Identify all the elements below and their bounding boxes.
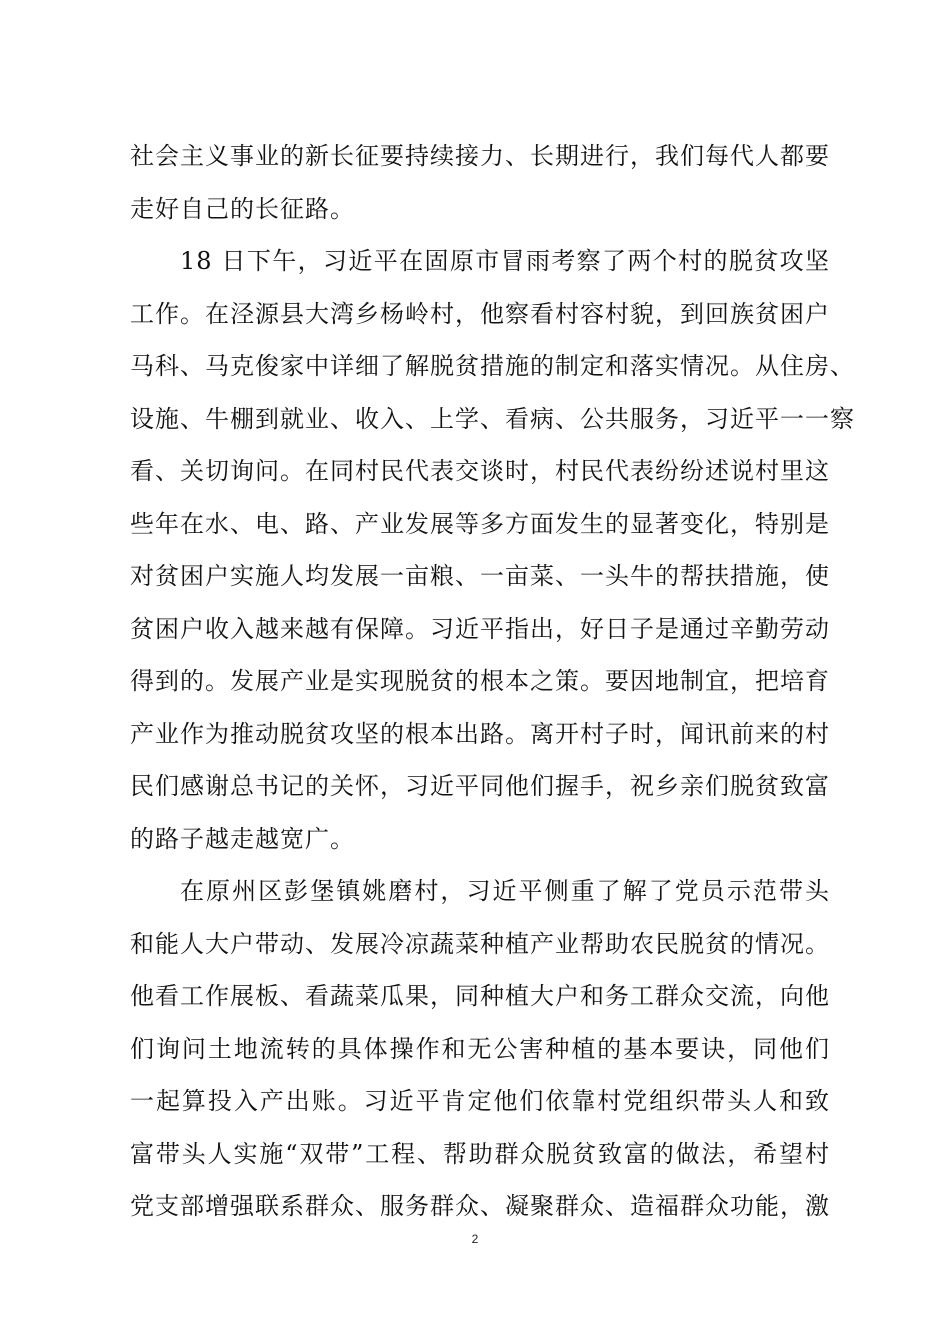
text-line: 贫困户收入越来越有保障。习近平指出，好日子是通过辛勤劳动 (130, 614, 830, 643)
text-line: 看、关切询问。在同村民代表交谈时，村民代表纷纷述说村里这 (130, 457, 830, 485)
text-line: 产业作为推动脱贫攻坚的根本出路。离开村子时，闻讯前来的村 (130, 719, 830, 748)
text-line: 和能人大户带动、发展冷凉蔬菜种植产业帮助农民脱贫的情况。 (130, 929, 830, 958)
text-line: 马科、马克俊家中详细了解脱贫措施的制定和落实情况。从住房、 (130, 352, 855, 380)
text-line: 们询问土地流转的具体操作和无公害种植的基本要诀，同他们 (130, 1034, 830, 1063)
page-number: 2 (471, 1232, 479, 1246)
text-line: 富带头人实施“双带”工程、帮助群众脱贫致富的做法，希望村 (130, 1139, 830, 1168)
text-line: 对贫困户实施人均发展一亩粮、一亩菜、一头牛的帮扶措施，使 (130, 562, 830, 590)
paragraph-first-line: 在原州区彭堡镇姚磨村，习近平侧重了解了党员示范带头 (180, 877, 830, 905)
text-line: 得到的。发展产业是实现脱贫的根本之策。要因地制宜，把培育 (130, 667, 830, 695)
text-line: 他看工作展板、看蔬菜瓜果，同种植大户和务工群众交流，向他 (130, 982, 830, 1010)
text-line: 的路子越走越宽广。 (130, 824, 355, 853)
paragraph-first-line: 18 日下午，习近平在固原市冒雨考察了两个村的脱贫攻坚 (180, 247, 830, 275)
text-line: 些年在水、电、路、产业发展等多方面发生的显著变化，特别是 (130, 509, 830, 538)
text-line: 走好自己的长征路。 (130, 194, 355, 223)
text-line: 工作。在泾源县大湾乡杨岭村，他察看村容村貌，到回族贫困户 (130, 299, 830, 328)
text-line: 一起算投入产出账。习近平肯定他们依靠村党组织带头人和致 (130, 1087, 830, 1115)
text-line: 党支部增强联系群众、服务群众、凝聚群众、造福群众功能，激 (130, 1192, 830, 1220)
text-line: 社会主义事业的新长征要持续接力、长期进行，我们每代人都要 (130, 142, 830, 170)
text-line: 设施、牛棚到就业、收入、上学、看病、公共服务，习近平一一察 (130, 404, 855, 433)
text-line: 民们感谢总书记的关怀，习近平同他们握手，祝乡亲们脱贫致富 (130, 772, 830, 800)
body-text (130, 130, 855, 1233)
